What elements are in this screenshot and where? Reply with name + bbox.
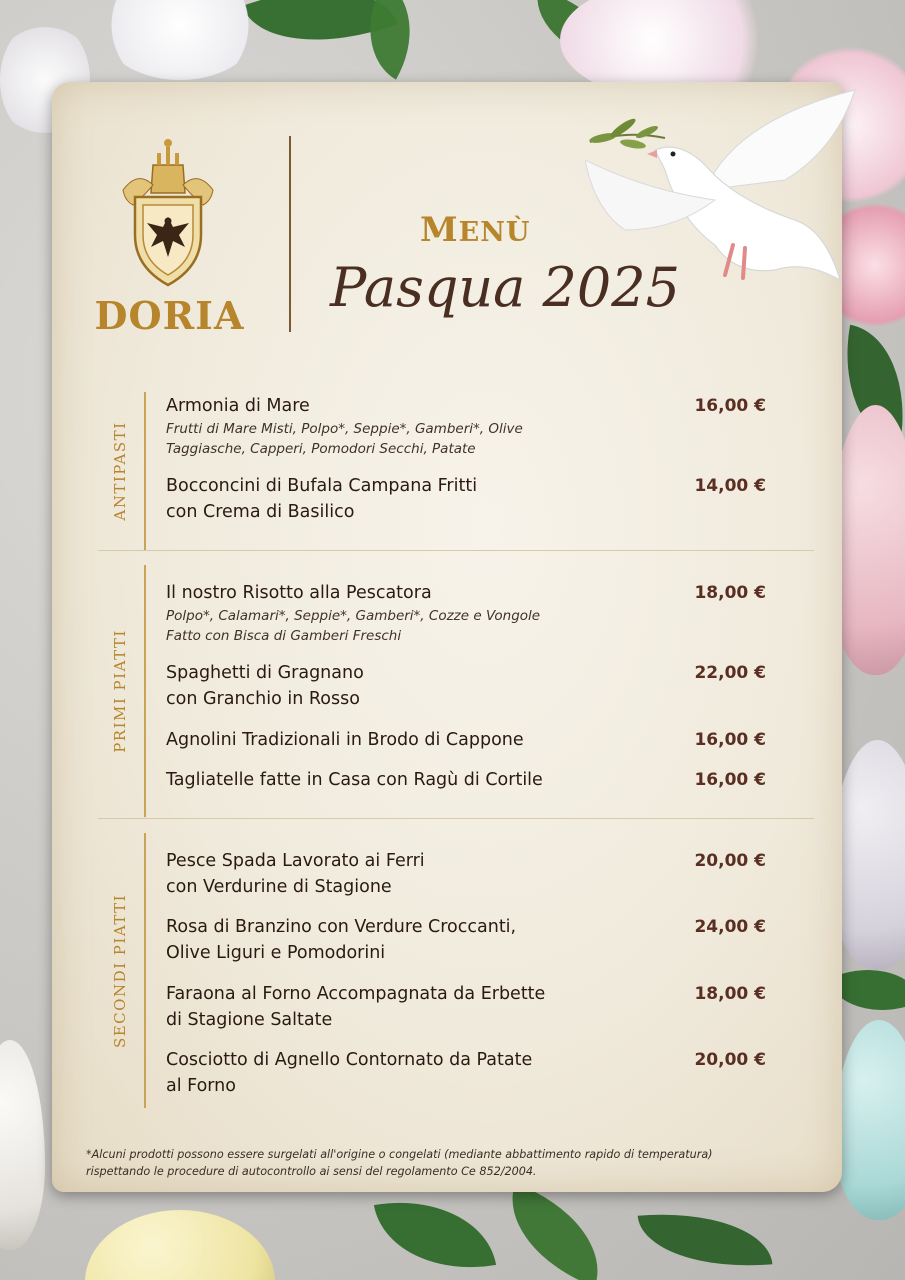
item-name: Cosciotto di Agnello Contornato da Patate [166,1050,533,1070]
page-title: Pasqua 2025 [330,256,680,319]
easter-egg-decoration [0,1040,45,1250]
dove-icon [585,80,875,310]
footnote-line: *Alcuni prodotti possono essere surgelati all'origine o congelati (mediante abbattimento rapido di temperatura) [86,1148,713,1161]
section-label-secondi-piatti: SECONDI PIATTI [111,893,129,1048]
item-price: 16,00 € [694,770,766,790]
item-name: Spaghetti di Gragnano [166,663,364,683]
menu-item [166,473,766,525]
section-rule [144,565,146,817]
item-name: Bocconcini di Bufala Campana Fritti [166,476,478,496]
blossom-decoration [100,0,260,80]
item-name: con Verdurine di Stagione [166,877,392,897]
easter-egg-decoration [834,1020,905,1220]
item-name: al Forno [166,1076,236,1096]
item-name: Faraona al Forno Accompagnata da Erbette [166,984,546,1004]
item-price: 20,00 € [694,1050,766,1070]
easter-egg-decoration [85,1210,275,1280]
item-name: di Stagione Saltate [166,1010,333,1030]
item-name: Olive Liguri e Pomodorini [166,943,386,963]
item-name: Agnolini Tradizionali in Brodo di Cappone [166,730,524,750]
item-description: Taggiasche, Capperi, Pomodori Secchi, Patate [166,441,476,457]
menu-item [166,848,766,900]
item-price: 16,00 € [694,396,766,416]
crest-icon [113,135,223,290]
footnote-line: rispettando le procedure di autocontrollo ai sensi del regolamento Ce 852/2004. [86,1165,537,1178]
section-label-secondi-wrap [98,833,142,1108]
menu-heading-rest: ENÙ [458,217,531,248]
item-price: 14,00 € [694,476,766,496]
item-price: 24,00 € [694,917,766,937]
menu-item [166,914,766,966]
item-name: con Granchio in Rosso [166,689,360,709]
item-name: Pesce Spada Lavorato ai Ferri [166,851,425,871]
item-price: 20,00 € [694,851,766,871]
item-price: 18,00 € [694,583,766,603]
item-price: 22,00 € [694,663,766,683]
menu-item [166,727,766,753]
menu-item [166,660,766,712]
section-label-primi-wrap [98,565,142,817]
item-name: Rosa di Branzino con Verdure Croccanti, [166,917,517,937]
item-name: Il nostro Risotto alla Pescatora [166,583,432,603]
menu-item [166,767,766,793]
item-price: 18,00 € [694,984,766,1004]
menu-item [166,1047,766,1099]
leaf-decoration [638,1204,773,1275]
section-label-primi-piatti: PRIMI PIATTI [111,629,129,753]
brand-name: DORIA [94,293,245,338]
allergen-footnote [86,1146,816,1180]
item-name: Armonia di Mare [166,396,310,416]
item-description: Frutti di Mare Misti, Polpo*, Seppie*, Gamberi*, Olive [166,421,523,437]
item-name: con Crema di Basilico [166,502,355,522]
section-rule [144,833,146,1108]
section-separator [98,818,814,819]
item-name: Tagliatelle fatte in Casa con Ragù di Cortile [166,770,543,790]
header-divider [289,136,291,332]
item-description: Fatto con Bisca di Gamberi Freschi [166,628,402,644]
menu-heading-initial: M [420,210,459,250]
menu-item [166,981,766,1033]
leaf-decoration [491,1183,618,1280]
section-separator [98,550,814,551]
menu-item [166,580,766,646]
menu-heading [420,210,530,250]
section-label-antipasti-wrap [98,392,142,550]
section-rule [144,392,146,550]
item-description: Polpo*, Calamari*, Seppie*, Gamberi*, Cozze e Vongole [166,608,541,624]
item-price: 16,00 € [694,730,766,750]
section-label-antipasti: ANTIPASTI [111,421,129,521]
leaf-decoration [374,1186,496,1280]
menu-item [166,393,766,459]
